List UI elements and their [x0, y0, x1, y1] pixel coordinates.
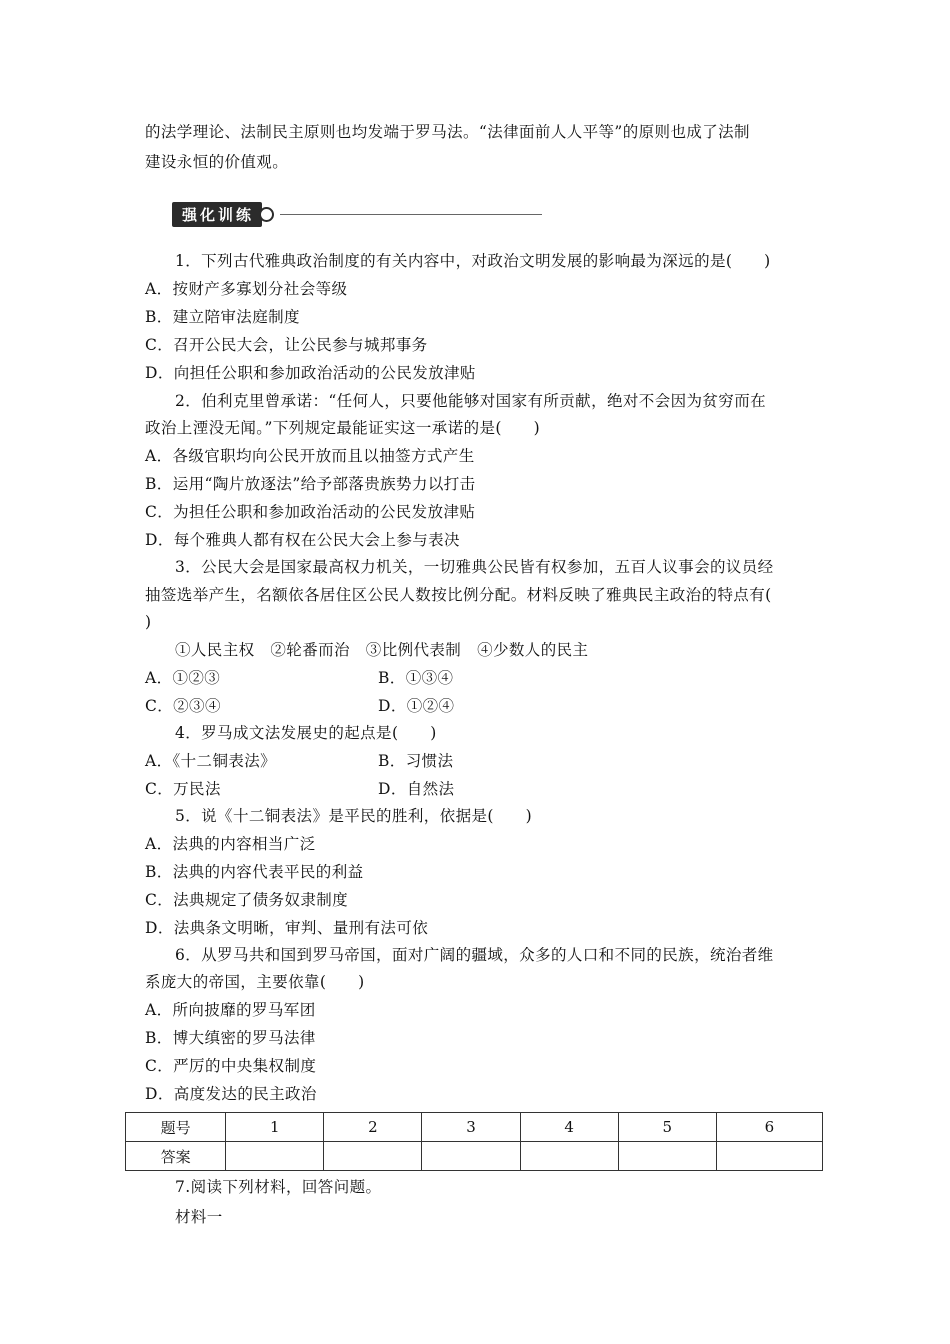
- question-1-option-c: C．召开公民大会，让公民参与城邦事务: [145, 336, 428, 354]
- question-3-items: ①人民主权 ②轮番而治 ③比例代表制 ④少数人的民主: [175, 641, 589, 659]
- question-6-option-a: A．所向披靡的罗马军团: [145, 1001, 316, 1019]
- question-number-cell: 3: [422, 1113, 520, 1142]
- answer-cell[interactable]: [716, 1142, 822, 1171]
- question-1-option-b: B．建立陪审法庭制度: [145, 308, 300, 326]
- question-3-stem-1: 3．公民大会是国家最高权力机关，一切雅典公民皆有权参加，五百人议事会的议员经: [175, 558, 774, 576]
- question-number-cell: 5: [618, 1113, 716, 1142]
- question-number-cell: 1: [226, 1113, 324, 1142]
- answer-cell[interactable]: [422, 1142, 520, 1171]
- question-5-option-c: C．法典规定了债务奴隶制度: [145, 891, 349, 909]
- intro-line-2: 建设永恒的价值观。: [145, 153, 289, 171]
- section-title: 强化训练: [172, 202, 262, 227]
- question-3-option-d: D．①②④: [378, 697, 455, 715]
- question-2-stem-2: 政治上湮没无闻。”下列规定最能证实这一承诺的是( ): [145, 419, 541, 437]
- question-6-option-c: C．严厉的中央集权制度: [145, 1057, 317, 1075]
- question-5-stem: 5．说《十二铜表法》是平民的胜利，依据是( ): [175, 807, 533, 825]
- question-4-option-d: D．自然法: [378, 780, 455, 798]
- question-4-option-c: C．万民法: [145, 780, 221, 798]
- question-6-option-d: D．高度发达的民主政治: [145, 1085, 317, 1103]
- question-1-option-a: A．按财产多寡划分社会等级: [145, 280, 348, 298]
- answer-cell[interactable]: [324, 1142, 422, 1171]
- row-label-answer: 答案: [126, 1142, 226, 1171]
- question-6-stem-2: 系庞大的帝国，主要依靠( ): [145, 973, 365, 991]
- question-4-option-b: B．习惯法: [378, 752, 454, 770]
- question-7-stem: 7.阅读下列材料，回答问题。: [175, 1178, 382, 1196]
- question-3-stem-3: ): [145, 613, 152, 631]
- question-6-option-b: B．博大缜密的罗马法律: [145, 1029, 316, 1047]
- section-header: [172, 203, 542, 225]
- table-row: [126, 1142, 823, 1171]
- answer-table: [125, 1112, 823, 1171]
- question-number-cell: 6: [716, 1113, 822, 1142]
- answer-cell[interactable]: [618, 1142, 716, 1171]
- table-row: [126, 1113, 823, 1142]
- question-7-material: 材料一: [175, 1208, 223, 1226]
- question-1-stem: 1．下列古代雅典政治制度的有关内容中，对政治文明发展的影响最为深远的是( ): [175, 252, 771, 270]
- question-3-option-a: A．①②③: [145, 669, 221, 687]
- answer-cell[interactable]: [520, 1142, 618, 1171]
- header-rule: [280, 214, 542, 215]
- question-number-cell: 2: [324, 1113, 422, 1142]
- question-1-option-d: D．向担任公职和参加政治活动的公民发放津贴: [145, 364, 476, 382]
- question-2-stem-1: 2．伯利克里曾承诺：“任何人，只要他能够对国家有所贡献，绝对不会因为贫穷而在: [175, 392, 766, 410]
- answer-cell[interactable]: [226, 1142, 324, 1171]
- question-5-option-d: D．法典条文明晰，审判、量刑有法可依: [145, 919, 429, 937]
- question-3-option-b: B．①③④: [378, 669, 454, 687]
- question-5-option-b: B．法典的内容代表平民的利益: [145, 863, 364, 881]
- question-2-option-a: A．各级官职均向公民开放而且以抽签方式产生: [145, 447, 475, 465]
- question-2-option-d: D．每个雅典人都有权在公民大会上参与表决: [145, 531, 460, 549]
- row-label-number: 题号: [126, 1113, 226, 1142]
- question-6-stem-1: 6．从罗马共和国到罗马帝国，面对广阔的疆域，众多的人口和不同的民族，统治者维: [175, 946, 774, 964]
- question-2-option-b: B．运用“陶片放逐法”给予部落贵族势力以打击: [145, 475, 476, 493]
- question-number-cell: 4: [520, 1113, 618, 1142]
- question-2-option-c: C．为担任公职和参加政治活动的公民发放津贴: [145, 503, 476, 521]
- question-4-option-a: A．《十二铜表法》: [145, 752, 277, 770]
- question-3-option-c: C．②③④: [145, 697, 221, 715]
- bullet-icon: [259, 207, 274, 222]
- question-3-stem-2: 抽签选举产生，名额依各居住区公民人数按比例分配。材料反映了雅典民主政治的特点有(: [145, 586, 772, 604]
- question-4-stem: 4．罗马成文法发展史的起点是( ): [175, 724, 437, 742]
- question-5-option-a: A．法典的内容相当广泛: [145, 835, 316, 853]
- intro-line-1: 的法学理论、法制民主原则也均发端于罗马法。“法律面前人人平等”的原则也成了法制: [145, 123, 750, 141]
